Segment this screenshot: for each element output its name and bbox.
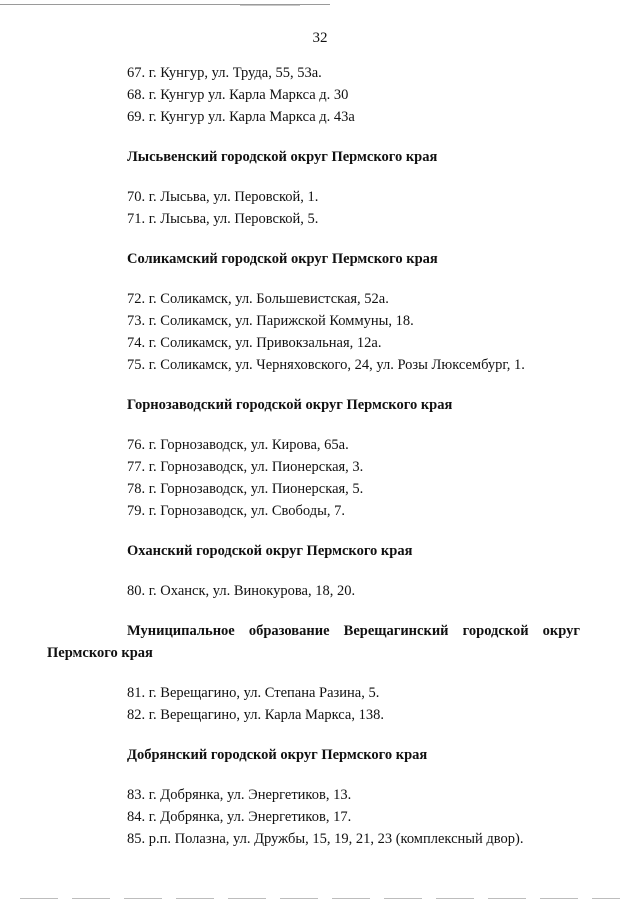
address-item: 84. г. Добрянка, ул. Энергетиков, 17. <box>127 809 352 825</box>
address-group <box>80 394 580 522</box>
address-item: 72. г. Соликамск, ул. Большевистская, 52а. <box>127 291 389 307</box>
district-heading: Соликамский городской округ Пермского края <box>127 251 438 267</box>
address-item: 81. г. Верещагино, ул. Степана Разина, 5. <box>127 685 380 701</box>
address-group <box>80 62 580 128</box>
address-item: 71. г. Лысьва, ул. Перовской, 5. <box>127 211 319 227</box>
address-item: 74. г. Соликамск, ул. Привокзальная, 12а. <box>127 335 382 351</box>
address-item: 79. г. Горнозаводск, ул. Свободы, 7. <box>127 503 346 519</box>
address-item: 82. г. Верещагино, ул. Карла Маркса, 138. <box>127 707 384 723</box>
address-item: 85. р.п. Полазна, ул. Дружбы, 15, 19, 21, 23 (комплексный двор). <box>127 831 524 847</box>
address-item: 75. г. Соликамск, ул. Черняховского, 24, ул. Розы Люксембург, 1. <box>127 357 525 373</box>
address-item: 83. г. Добрянка, ул. Энергетиков, 13. <box>127 787 352 803</box>
district-heading: Оханский городской округ Пермского края <box>127 543 413 559</box>
page-number: 32 <box>312 30 328 46</box>
district-heading: Горнозаводский городской округ Пермского края <box>127 397 453 413</box>
address-item: 76. г. Горнозаводск, ул. Кирова, 65а. <box>127 437 349 453</box>
scan-artifact-line <box>20 898 620 899</box>
address-list <box>47 62 580 850</box>
address-item: 69. г. Кунгур ул. Карла Маркса д. 43а <box>127 109 355 125</box>
scan-artifact-line <box>240 5 300 6</box>
address-item: 70. г. Лысьва, ул. Перовской, 1. <box>127 189 319 205</box>
address-item: 78. г. Горнозаводск, ул. Пионерская, 5. <box>127 481 364 497</box>
address-item: 80. г. Оханск, ул. Винокурова, 18, 20. <box>127 583 356 599</box>
address-item: 73. г. Соликамск, ул. Парижской Коммуны, 18. <box>127 313 414 329</box>
address-group <box>80 744 580 850</box>
address-group <box>80 540 580 602</box>
district-heading: Добрянский городской округ Пермского края <box>127 747 428 763</box>
address-item: 68. г. Кунгур ул. Карла Маркса д. 30 <box>127 87 349 103</box>
district-heading: Лысьвенский городской округ Пермского края <box>127 149 438 165</box>
address-group <box>47 620 580 726</box>
address-item: 67. г. Кунгур, ул. Труда, 55, 53а. <box>127 65 322 81</box>
address-group <box>80 248 580 376</box>
address-item: 77. г. Горнозаводск, ул. Пионерская, 3. <box>127 459 364 475</box>
district-heading-line-1: Муниципальное образование Верещагинский городской округ <box>127 623 580 639</box>
district-heading-line-2: Пермского края <box>47 645 153 661</box>
address-group <box>80 146 580 230</box>
district-heading <box>47 620 580 664</box>
